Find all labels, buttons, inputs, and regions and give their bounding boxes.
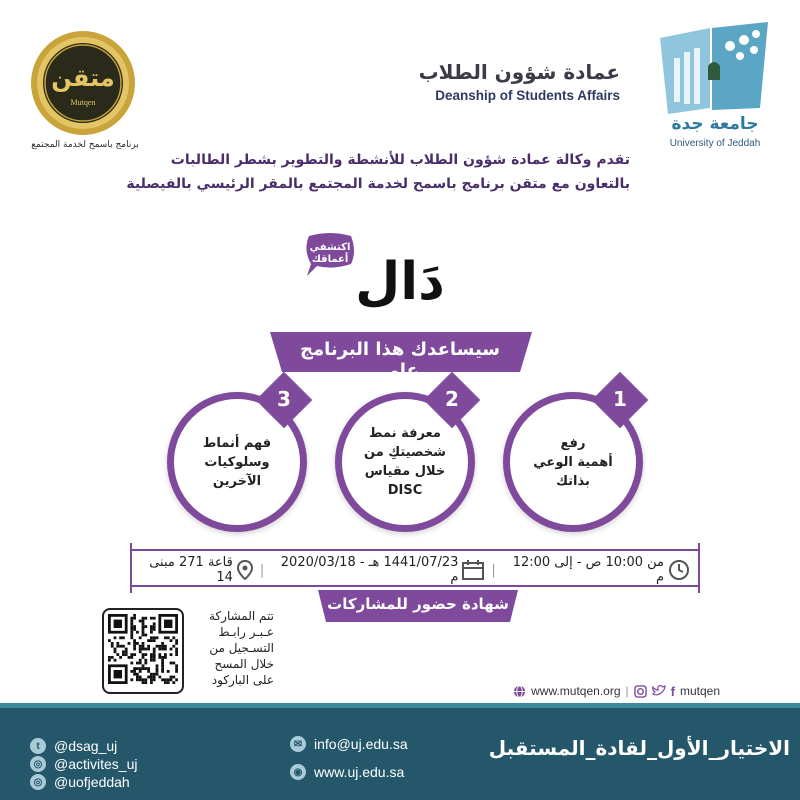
social-uofjeddah[interactable]: @uofjeddah bbox=[54, 774, 130, 790]
event-date: 1441/07/23 هـ - 2020/03/18 م bbox=[280, 555, 459, 585]
twitter-icon: t bbox=[30, 738, 46, 754]
instagram-icon: ◎ bbox=[30, 756, 46, 772]
deanship-title-ar: عمادة شؤون الطلاب bbox=[418, 60, 620, 84]
social-instagram[interactable]: @activites_uj bbox=[54, 756, 138, 772]
mutqen-website[interactable]: www.mutqen.org bbox=[531, 684, 621, 698]
mutqen-logo bbox=[28, 28, 138, 138]
twitter-icon[interactable] bbox=[652, 685, 666, 697]
event-location: قاعة 271 مبنى 14 bbox=[149, 555, 233, 585]
intro-line-1: تقدم وكالة عمادة شؤون الطلاب للأنشطة والتطوير بشطر الطالبات bbox=[170, 152, 630, 168]
benefit-text-1: رفع أهمية الوعي بذاتك bbox=[533, 435, 613, 489]
footer-hashtag: الاختيار_الأول_لقادة_المستقبل bbox=[488, 736, 790, 760]
benefit-number-3: 3 bbox=[277, 387, 291, 411]
globe-icon bbox=[513, 685, 526, 698]
location-pin-icon bbox=[237, 560, 253, 580]
mutqen-logo-text: متقن bbox=[51, 64, 115, 92]
footer-website-row bbox=[290, 764, 404, 780]
footer-social-1 bbox=[30, 738, 117, 754]
footer-email[interactable]: info@uj.edu.sa bbox=[314, 736, 408, 752]
mutqen-web-row: www.mutqen.org | f mutqen bbox=[430, 682, 720, 700]
email-icon: ✉ bbox=[290, 736, 306, 752]
program-title: دَال bbox=[355, 252, 445, 312]
clock-icon bbox=[668, 559, 690, 581]
footer-social-3 bbox=[30, 774, 130, 790]
web-icon: ◉ bbox=[290, 764, 306, 780]
bubble-text: اكتشفي أعماقك bbox=[309, 242, 351, 265]
mutqen-logo-sub: Mutqen bbox=[70, 98, 96, 107]
certificate-text: شهادة حضور للمشاركات bbox=[327, 595, 509, 613]
mutqen-handle[interactable]: mutqen bbox=[679, 684, 720, 698]
university-name-en: University of Jeddah bbox=[669, 138, 761, 149]
instagram-icon[interactable] bbox=[634, 685, 647, 698]
footer-social-2 bbox=[30, 756, 137, 772]
benefit-text-2: معرفة نمط شخصيتكِ من خلال مقياس DISC bbox=[364, 426, 446, 498]
event-time: من 10:00 ص - إلى 12:00 م bbox=[512, 555, 664, 585]
mutqen-tagline: برنامج باسمح لخدمة المجتمع bbox=[31, 140, 139, 150]
registration-qr-code[interactable] bbox=[102, 608, 184, 694]
benefit-number-2: 2 bbox=[445, 387, 459, 411]
facebook-icon[interactable]: f bbox=[670, 683, 675, 699]
event-info-bar: من 10:00 ص - إلى 12:00 م | 1441/07/23 هـ - 2020/03/18 م | قاعة 271 مبنى 14 bbox=[130, 549, 700, 587]
registration-instructions: تتم المشاركة عـبـر رابـط التسـجيل من خلال المسح على الباركود bbox=[209, 609, 274, 687]
footer-email-row bbox=[290, 736, 408, 752]
instagram-icon: ◎ bbox=[30, 774, 46, 790]
university-logo bbox=[650, 18, 778, 118]
benefit-text-3: فهم أنماط وسلوكيات الآخرين bbox=[202, 435, 272, 489]
intro-line-2: بالتعاون مع متقن برنامج باسمح لخدمة المجتمع بالمقر الرئيسي بالفيصلية bbox=[126, 176, 630, 192]
program-banner-text: سيساعدك هذا البرنامج على bbox=[299, 339, 500, 381]
benefit-number-1: 1 bbox=[613, 387, 627, 411]
social-twitter[interactable]: @dsag_uj bbox=[54, 738, 118, 754]
calendar-icon bbox=[462, 560, 484, 580]
deanship-title-en: Deanship of Students Affairs bbox=[435, 88, 620, 103]
footer-website[interactable]: www.uj.edu.sa bbox=[314, 764, 405, 780]
university-name-ar: جامعة جدة bbox=[671, 114, 759, 134]
